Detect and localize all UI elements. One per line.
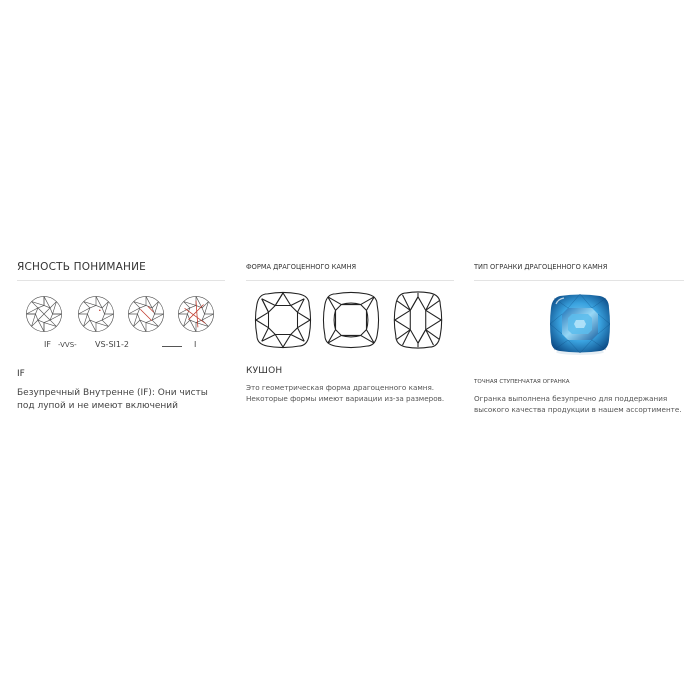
clarity-grade-i: I [194,340,197,349]
cushion-top-view-icon [254,291,312,349]
cut-divider [474,280,684,281]
clarity-vs-si-diamond-icon [127,295,165,333]
shape-diagrams [246,291,454,361]
clarity-section [17,250,225,412]
clarity-heading: ЯСНОСТЬ ПОНИМАНИЕ [17,261,147,273]
cut-section [474,250,684,415]
clarity-grade-if: IF [44,340,51,349]
shape-divider [246,280,454,281]
clarity-grade-vvs: -VVS- [58,341,77,349]
clarity-grade-vs-si: VS-SI1-2 [95,340,129,349]
stone-photo [474,290,684,370]
blue-topaz-stone-image [548,292,612,356]
cut-heading: ТИП ОГРАНКИ ДРАГОЦЕННОГО КАМНЯ [474,263,608,271]
shape-heading: ФОРМА ДРАГОЦЕННОГО КАМНЯ [246,263,357,271]
cushion-table-view-icon [322,291,380,349]
clarity-if-diamond-icon [25,295,63,333]
cut-value: ТОЧНАЯ СТУПЕНЧАТАЯ ОГРАНКА [474,379,570,385]
cushion-elongated-view-icon [392,291,444,349]
clarity-scale-line [162,346,182,347]
shape-value: КУШОН [246,366,283,376]
clarity-value: IF [17,369,25,379]
clarity-description: Безупречный Внутренне (IF): Они чисты под лупой и не имеют включений [17,388,208,411]
clarity-scale [17,295,225,365]
shape-section [246,250,454,404]
cut-description: Огранка выполнена безупречно для поддержания высокого качества продукции в нашем ассортименте. [474,394,682,414]
clarity-divider [17,280,225,281]
clarity-vvs-diamond-icon [77,295,115,333]
clarity-i-diamond-icon [177,295,215,333]
shape-description: Это геометрическая форма драгоценного камня. Некоторые формы имеют вариации из-за размеров. [246,383,445,403]
clarity-grade-labels [17,340,227,354]
